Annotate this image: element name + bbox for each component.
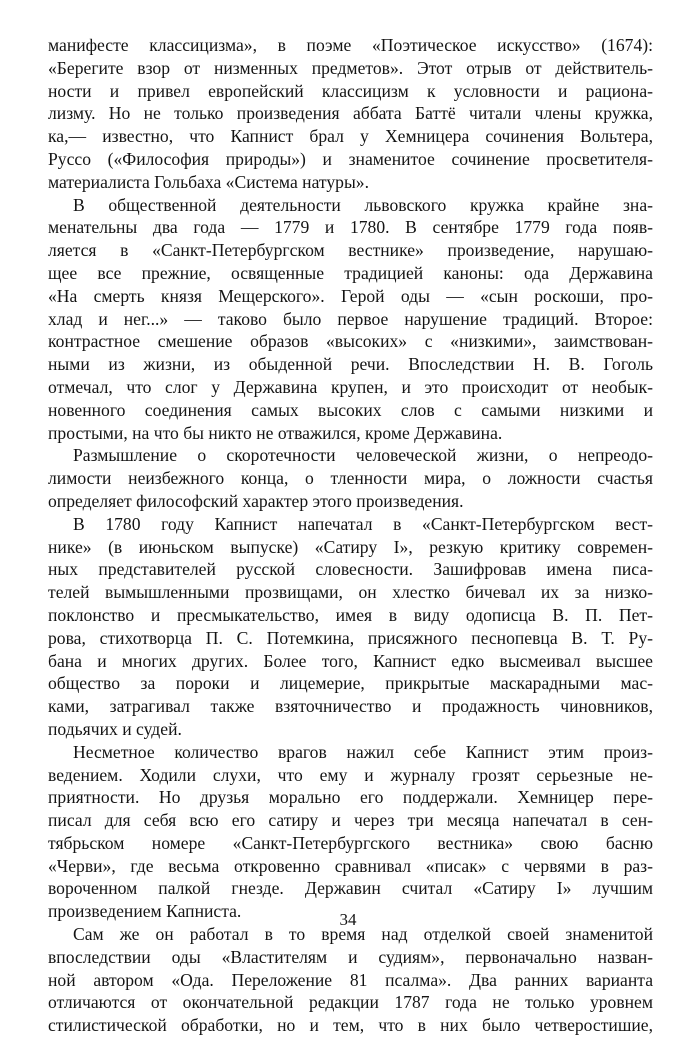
text-line: ными из жизни, из обыденной речи. Впоследствии Н. В. Гоголь [48,354,653,375]
text-line: Несметное количество врагов нажил себе Капнист этим произ- [73,741,653,762]
text-line: телей вымышленными прозвищами, он хлестко бичевал их за низко- [48,582,653,603]
text-line: впоследствии оды «Властителям и судиям», первоначально назван- [48,946,653,967]
page-number: 34 [339,910,357,929]
text-line: определяет философский характер этого произведения. [48,490,464,511]
text-line: поклонство и пресмыкательство, имея в виду одописца В. П. Пет- [48,604,653,625]
text-line: тябрьском номере «Санкт-Петербургского вестника» свою басню [48,832,653,853]
text-line: «Черви», где весьма откровенно сравнивал «писак» с червями в раз- [48,855,653,876]
text-line: нике» (в июньском выпуске) «Сатиру I», резкую критику современ- [48,536,653,557]
text-line: отличаются от окончательной редакции 1787 года не только уровнем [48,992,653,1013]
text-line: ной автором «Ода. Переложение 81 псалма». Два ранних варианта [48,969,653,990]
text-line: произведением Капниста. [48,901,242,922]
text-line: лизму. Но не только произведения аббата Баттё читали члены кружка, [48,103,653,124]
text-line: Размышление о скоротечности человеческой жизни, о непреодо- [73,445,653,466]
text-line: ведением. Ходили слухи, что ему и журналу грозят серьезные не- [48,764,653,785]
text-line: менательны два года — 1779 и 1780. В сентябре 1779 года появ- [48,217,653,238]
text-line: ности и привел европейский классицизм к условности и рациона- [48,80,653,101]
text-line: манифесте классицизма», в поэме «Поэтическое искусство» (1674): [48,35,653,55]
text-line: рова, стихотворца П. С. Потемкина, присяжного песнопевца В. Т. Ру- [48,627,653,648]
text-line: «На смерть князя Мещерского». Герой оды — «сын роскоши, про- [48,285,653,306]
text-line: подьячих и судей. [48,718,182,739]
text-line: «Берегите взор от низменных предметов». Этот отрыв от действитель- [48,57,653,78]
text-line: общество за пороки и лицемерие, прикрытые маскарадными мас- [48,673,653,694]
text-line: ных представителей русской словесности. Зашифровав имена писа- [48,559,653,580]
text-line: В общественной деятельности львовского кружка крайне зна- [73,194,653,215]
text-line: ка,— известно, что Капнист брал у Хемницера сочинения Вольтера, [48,126,653,147]
text-line: Сам же он работал в то время над отделкой своей знаменитой [73,924,653,945]
text-line: писал для себя всю его сатиру и через три месяца напечатал в сен- [48,810,653,831]
text-line: отмечал, что слог у Державина крупен, и это происходит от необык- [48,376,653,397]
text-line: щее все прежние, освященные традицией каноны: ода Державина [48,262,653,283]
text-line: стилистической обработки, но и тем, что в них было четверостишие, [48,1015,653,1036]
text-line: материалиста Гольбаха «Система натуры». [48,171,369,192]
text-line: новенного соединения самых высоких слов с самыми низкими и [48,399,653,420]
page-text [48,34,653,1037]
text-line: Руссо («Философия природы») и знаменитое сочинение просветителя- [48,148,653,169]
text-line: контрастное смешение образов «высоких» с «низкими», заимствован- [48,331,653,352]
text-line: ляется в «Санкт-Петербургском вестнике» произведение, нарушаю- [48,240,653,261]
text-line: бана и многих других. Более того, Капнист едко высмеивал высшее [48,650,653,671]
text-line: хлад и нег...» — таково было первое нарушение традиций. Второе: [48,308,653,329]
text-line: приятности. Но друзья морально его поддержали. Хемницер пере- [48,787,653,808]
text-line: ками, затрагивал также взяточничество и продажность чиновников, [48,696,653,717]
text-line: В 1780 году Капнист напечатал в «Санкт-Петербургском вест- [73,513,653,534]
text-line: простыми, на что бы никто не отважился, кроме Державина. [48,422,503,443]
text-line: вороченном палкой гнезде. Державин считал «Сатиру I» лучшим [48,878,653,899]
text-line: лимости неизбежного конца, о тленности мира, о ложности счастья [48,468,653,489]
